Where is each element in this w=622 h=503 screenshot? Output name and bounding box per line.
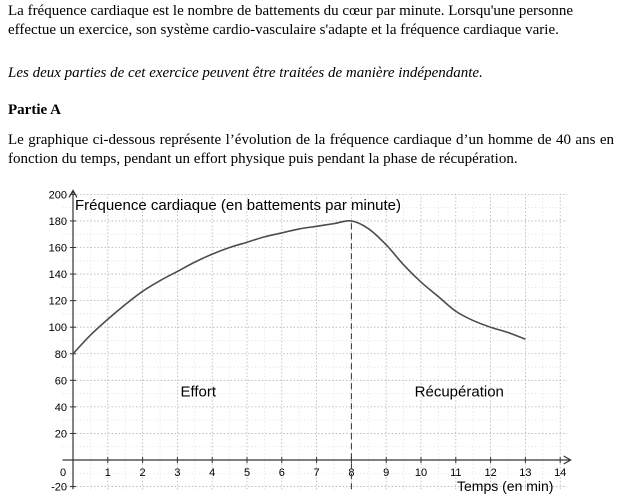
y-tick-label: 20 [54, 428, 67, 441]
x-tick-label: 8 [348, 467, 355, 479]
x-tick-label: 11 [450, 467, 462, 479]
intro-paragraph: La fréquence cardiaque est le nombre de battements du cœur par minute. Lorsqu'une personne effectue un exercice, son système cardio-vasculaire s'adapte et la fréquence cardiaque varie. [8, 3, 573, 38]
phase-annotation: Récupération [414, 383, 504, 401]
y-tick-label: 100 [48, 322, 67, 335]
x-tick-label: 0 [59, 467, 67, 479]
chart-ticks [49, 189, 567, 493]
independence-note: Les deux parties de cet exercice peuvent être traitées de manière indépendante. [8, 65, 483, 81]
x-tick-label: 12 [484, 467, 497, 479]
x-tick-label: 6 [278, 467, 285, 479]
y-tick-label: 80 [54, 348, 67, 361]
x-tick-label: 1 [104, 467, 111, 479]
y-tick-label: 160 [48, 242, 67, 255]
chart-title: Fréquence cardiaque (en battements par minute) [75, 197, 402, 214]
y-tick-label: -20 [51, 481, 67, 494]
x-tick-label: 4 [209, 467, 216, 479]
x-tick-label: 9 [383, 467, 390, 479]
y-tick-label: 180 [48, 215, 67, 228]
x-tick-label: 14 [554, 467, 567, 479]
chart-grid [63, 194, 568, 489]
heart-rate-curve [73, 221, 525, 354]
heart-rate-chart [0, 180, 622, 503]
x-tick-label: 2 [139, 467, 146, 479]
y-tick-label: 60 [54, 375, 67, 388]
y-tick-label: 120 [48, 295, 67, 308]
x-tick-label: 13 [519, 467, 532, 479]
phase-annotation: Effort [180, 383, 217, 401]
chart-axes [63, 190, 571, 489]
x-tick-label: 10 [414, 467, 428, 479]
x-tick-label: 7 [313, 467, 320, 479]
x-tick-label: 3 [174, 467, 181, 479]
y-tick-label: 200 [48, 189, 67, 202]
chart-annotations [180, 383, 503, 400]
chart-description: Le graphique ci-dessous représente l’évolution de la fréquence cardiaque d’un homme de 40 ans en fonction du temps, pendant un effort physique puis pendant la phase de récupération. [8, 132, 614, 167]
y-tick-label: 40 [54, 401, 67, 414]
x-tick-label: 5 [243, 467, 251, 479]
part-title: Partie A [8, 102, 61, 118]
x-axis-label: Temps (en min) [457, 478, 554, 494]
y-tick-label: 140 [48, 269, 67, 282]
